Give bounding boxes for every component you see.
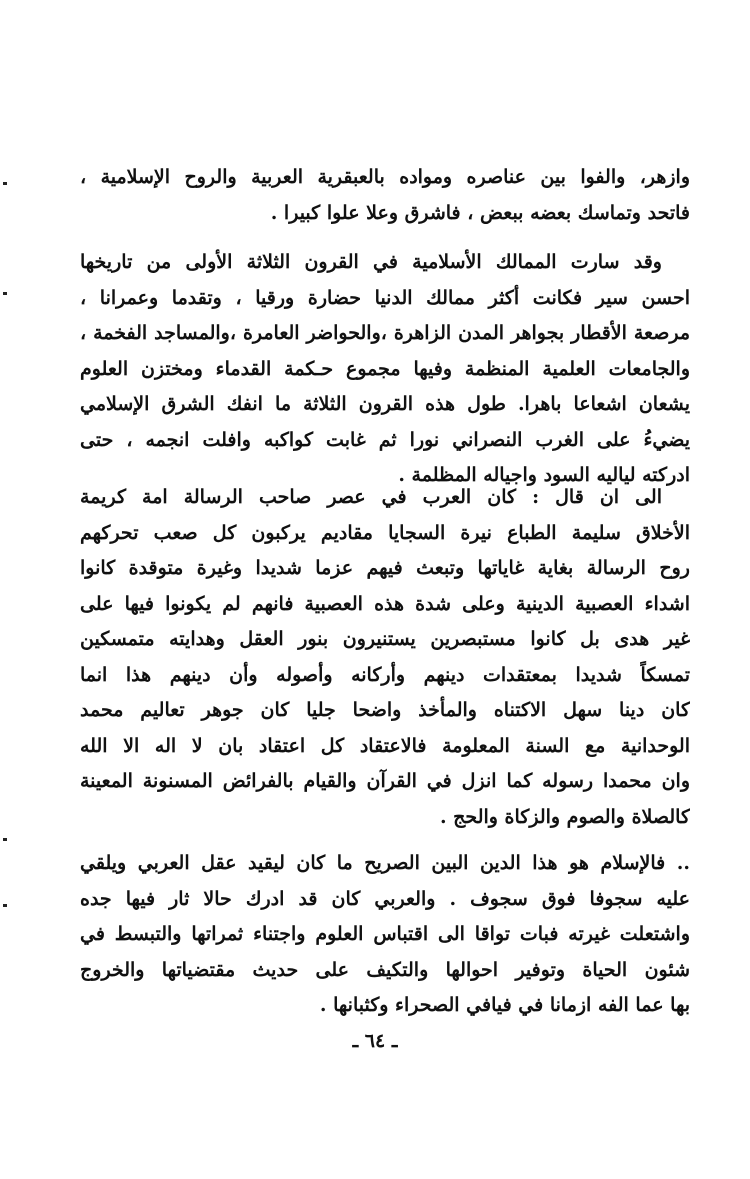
text-line: .. فالإسلام هو هذا الدين البين الصريح ما كان ليقيد عقل العربي ويلقي xyxy=(80,852,690,874)
text-line: عليه سجوفا فوق سجوف . والعربي كان قد ادرك حالا ثار فيها جده xyxy=(80,887,690,910)
text-line: غير هدى بل كانوا مستبصرين يستنيرون بنور العقل وهدايته متمسكين xyxy=(80,628,690,650)
text-line: الى ان قال : كان العرب في عصر صاحب الرسالة امة كريمة xyxy=(80,486,662,508)
margin-mark xyxy=(3,292,7,295)
paragraph-3 xyxy=(80,480,690,835)
text-line: بها عما الفه ازمانا في فيافي الصحراء وكثبانها . xyxy=(319,994,690,1016)
text-line: كالصلاة والصوم والزكاة والحج . xyxy=(439,805,690,828)
text-line: وقد سارت الممالك الأسلامية في القرون الثلاثة الأولى من تاريخها xyxy=(80,251,662,273)
text-line: واشتعلت غيرته فبات تواقا الى اقتباس العلوم واجتناء ثمراتها والتبسط في xyxy=(80,923,690,945)
text-line: يشعان اشعاعا باهرا. طول هذه القرون الثلاثة ما انفك الشرق الإسلامي xyxy=(80,393,690,415)
margin-mark xyxy=(3,838,7,841)
paragraph-2 xyxy=(80,245,690,494)
text-line: وان محمدا رسوله كما انزل في القرآن والقيام بالفرائض المسنونة المعينة xyxy=(80,770,690,792)
text-line: تمسكاً شديدا بمعتقدات دينهم وأركانه وأصوله وأن دينهم هذا انما xyxy=(80,663,690,686)
text-line: ادركته لياليه السود واجياله المظلمة . xyxy=(398,464,690,486)
margin-mark xyxy=(3,182,7,185)
text-line: وازهر، والفوا بين عناصره ومواده بالعبقرية العربية والروح الإسلامية ، xyxy=(80,166,690,188)
margin-mark xyxy=(3,904,7,907)
text-line: احسن سير فكانت أكثر ممالك الدنيا حضارة ورقيا ، وتقدما وعمرانا ، xyxy=(80,286,690,309)
text-line: اشداء العصبية الدينية وعلى شدة هذه العصبية فانهم لم يكونوا فيها على xyxy=(80,592,690,615)
text-line: الوحدانية مع السنة المعلومة فالاعتقاد كل اعتقاد بان لا اله الا الله xyxy=(80,734,690,757)
paragraph-1 xyxy=(80,160,690,231)
text-line: والجامعات العلمية المنظمة وفيها مجموع حـكمة القدماء ومختزن العلوم xyxy=(80,357,690,380)
paragraph-4 xyxy=(80,846,690,1024)
text-line: الأخلاق سليمة الطباع نيرة السجايا مقاديم يركبون كل صعب تحركهم xyxy=(80,521,690,544)
text-line: فاتحد وتماسك بعضه ببعض ، فاشرق وعلا علوا كبيرا . xyxy=(270,201,690,224)
text-line: كان دينا سهل الاكتناه والمأخذ واضحا جليا كان جوهر تعاليم محمد xyxy=(80,699,690,721)
text-line: روح الرسالة بغاية غاياتها وتبعث فيهم عزما شديدا وغيرة متوقدة كانوا xyxy=(80,557,690,579)
text-line: شئون الحياة وتوفير احوالها والتكيف على حديث مقتضياتها والخروج xyxy=(80,958,690,981)
page-number: ـ ٦٤ ـ xyxy=(352,1030,398,1052)
text-line: يضيءُ على الغرب النصراني نورا ثم غابت كواكبه وافلت انجمه ، حتى xyxy=(80,428,690,451)
text-line: مرصعة الأقطار بجواهر المدن الزاهرة ،والحواضر العامرة ،والمساجد الفخمة ، xyxy=(80,322,690,344)
